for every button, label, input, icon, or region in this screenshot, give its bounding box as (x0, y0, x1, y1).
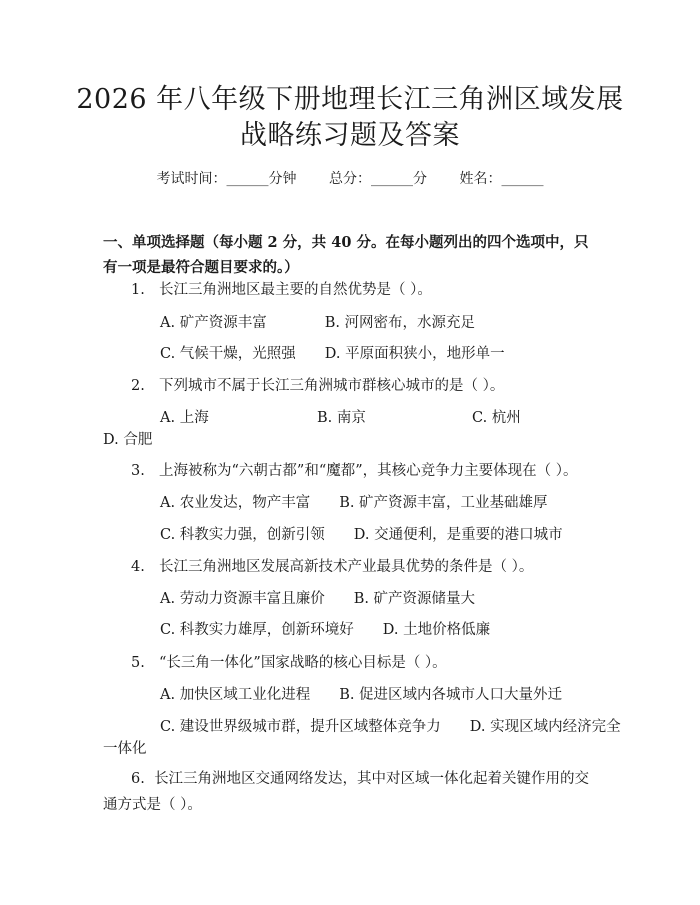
question-2-option-d: D. 合肥 (103, 432, 153, 448)
question-number: 5. (131, 655, 145, 671)
question-5-options-cd: C. 建设世界级城市群，提升区域整体竞争力 D. 实现区域内经济完全 (160, 719, 621, 735)
section-heading-single-choice: 一、单项选择题（每小题 2 分，共 40 分。在每小题列出的四个选项中，只有一项是最符合题目要求的。） (103, 234, 589, 276)
question-stem: 长江三角洲地区发展高新技术产业最具优势的条件是（ ）。 (159, 559, 534, 575)
exam-time-field: 考试时间：______分钟 (156, 171, 297, 187)
question-2-option-c: C. 杭州 (472, 410, 521, 426)
document-title-line-2: 战略练习题及答案 (240, 120, 460, 151)
question-stem: 上海被称为“六朝古都”和“魔都”，其核心竞争力主要体现在（ ）。 (159, 463, 578, 479)
document-title-line-1: 2026 年八年级下册地理长江三角洲区域发展 (76, 84, 624, 115)
question-2 (131, 379, 504, 394)
question-6 (103, 766, 603, 818)
question-number: 2. (131, 378, 145, 394)
question-2-option-b: B. 南京 (317, 410, 366, 426)
student-name-field: 姓名：______ (459, 171, 544, 187)
question-1-options-ab: A. 矿产资源丰富 B. 河网密布，水源充足 (160, 315, 476, 331)
question-4 (131, 560, 533, 575)
question-5-option-d-wrap: 一体化 (103, 741, 147, 757)
question-number: 1. (131, 282, 145, 298)
question-number: 6. (131, 771, 145, 787)
question-3 (131, 464, 578, 479)
question-stem: 长江三角洲地区交通网络发达，其中对区域一体化起着关键作用的交通方式是（ ）。 (103, 771, 590, 813)
question-4-options-ab: A. 劳动力资源丰富且廉价 B. 矿产资源储量大 (160, 591, 476, 607)
question-3-options-cd: C. 科教实力强，创新引领 D. 交通便利，是重要的港口城市 (160, 527, 563, 543)
total-score-field: 总分：______分 (329, 171, 427, 187)
question-4-options-cd: C. 科教实力雄厚，创新环境好 D. 土地价格低廉 (160, 622, 491, 638)
question-number: 4. (131, 559, 145, 575)
question-stem: “长三角一体化”国家战略的核心目标是（ ）。 (159, 655, 447, 671)
question-number: 3. (131, 463, 145, 479)
question-3-options-ab: A. 农业发达，物产丰富 B. 矿产资源丰富，工业基础雄厚 (160, 495, 548, 511)
question-5-options-ab: A. 加快区域工业化进程 B. 促进区域内各城市人口大量外迁 (160, 687, 563, 703)
question-1-options-cd: C. 气候干燥，光照强 D. 平原面积狭小，地形单一 (160, 346, 505, 362)
question-2-option-a: A. 上海 (160, 410, 209, 426)
question-stem: 下列城市不属于长江三角洲城市群核心城市的是（ ）。 (159, 378, 505, 394)
exam-meta (0, 168, 700, 188)
question-1 (131, 283, 432, 298)
question-stem: 长江三角洲地区最主要的自然优势是（ ）。 (159, 282, 432, 298)
question-5 (131, 656, 447, 671)
